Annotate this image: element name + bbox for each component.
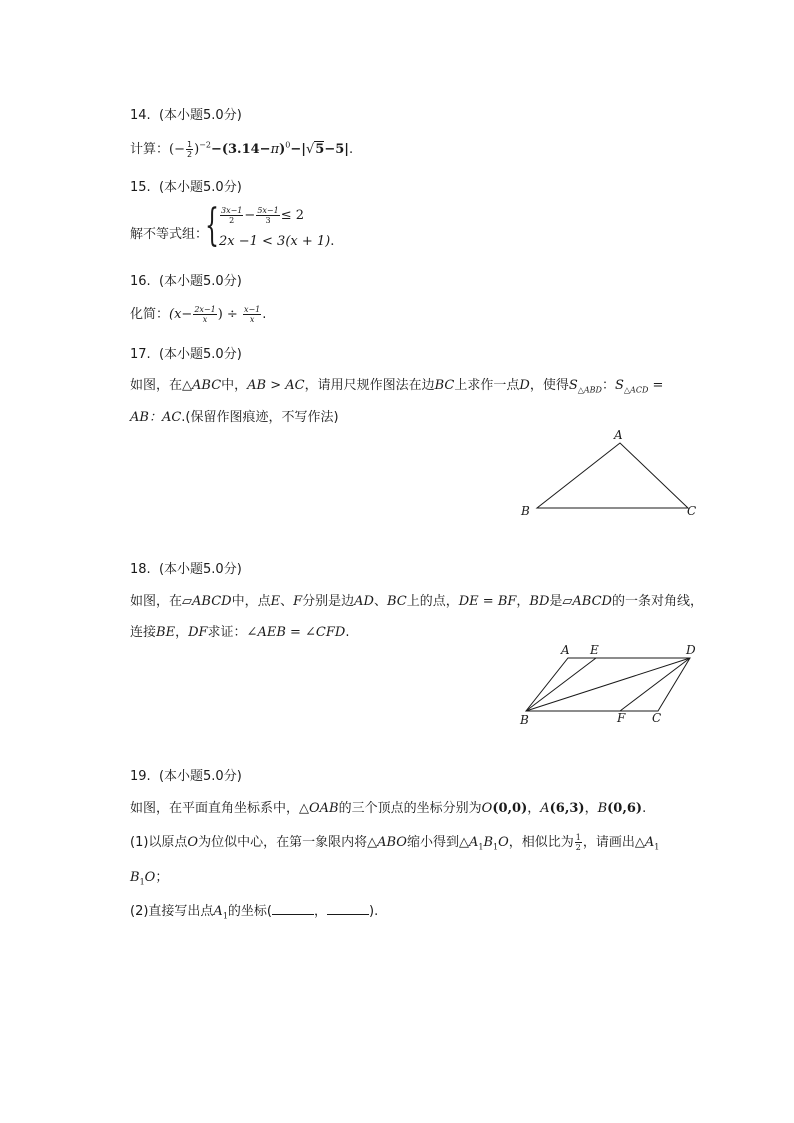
q19-p2c: ， (313, 904, 327, 919)
q14-body (130, 138, 353, 159)
q18-e: E (270, 594, 281, 609)
q18-bc: BC (386, 594, 407, 609)
q17-bc: BC (434, 378, 455, 393)
q19-p2b: 的坐标( (227, 904, 272, 919)
q16-frac1 (193, 305, 216, 324)
segment-bd (526, 658, 690, 711)
q19-p2a: (2)直接写出点 (130, 904, 214, 919)
q19-o-coord: (0,0) (492, 801, 528, 816)
q17-eq: = (648, 378, 664, 393)
q14-end: . (349, 142, 354, 157)
q18-t6: 上的点， (406, 594, 459, 609)
q14-term3-tail: −5| (324, 142, 350, 157)
q17-line2-text: .(保留作图痕迹，不写作法) (181, 410, 339, 425)
q18-df: DF (188, 625, 208, 640)
q19-p2pt: A (213, 904, 223, 919)
triangle-icon: △ (182, 378, 193, 393)
q19-p2pt-sub: 1 (222, 911, 228, 921)
q16-f1-den: x (202, 315, 208, 324)
q17-t2: 中， (221, 378, 248, 393)
brace-icon: { (205, 200, 219, 251)
q14-term2-close: ) (279, 142, 286, 157)
q19-p1a: (1)以原点 (130, 835, 188, 850)
q19-ratio (575, 833, 582, 852)
q16-lead: 化简： (130, 307, 170, 322)
q17-header (130, 343, 242, 362)
q18-parallelogram-figure (510, 640, 710, 730)
q19-a-coord: (6,3) (549, 801, 585, 816)
q15-f2-den: 3 (265, 216, 271, 225)
segment-be (526, 658, 596, 711)
label-e: E (590, 643, 599, 657)
q18-l2c: 求证： (207, 625, 247, 640)
q18-line2 (130, 621, 349, 640)
q18-proof: ∠AEB = ∠CFD (246, 625, 346, 640)
triangle-icon: △ (367, 835, 378, 850)
q18-t2: 中，点 (231, 594, 271, 609)
q19-header (130, 765, 242, 784)
q15-le: ≤ 2 (280, 208, 305, 223)
q16-f1-num: 2x−1 (194, 305, 216, 314)
q19-ratio-num: 1 (575, 833, 581, 842)
q15-line2 (219, 234, 334, 249)
q14-frac-num: 1 (187, 140, 193, 149)
q19-p1o: O (187, 835, 199, 850)
q19-p1b: 为位似中心，在第一象限内将 (198, 835, 368, 850)
q19-p1b1: B (483, 835, 494, 850)
parallelogram-icon: ▱ (182, 594, 193, 609)
q19-line1 (130, 797, 646, 816)
q19-p1e: ，请画出 (582, 835, 635, 850)
q18-t8: 是 (549, 594, 563, 609)
q14-exp: −2 (199, 140, 211, 150)
q19-p1a1: A (468, 835, 479, 850)
question-number: 16. (130, 274, 151, 289)
q19-sep1: ， (527, 801, 541, 816)
question-number: 15. (130, 180, 151, 195)
q15-line1 (219, 206, 304, 225)
q16-frac2 (243, 305, 261, 324)
triangle-icon: △ (299, 801, 310, 816)
question-number: 14. (130, 108, 151, 123)
q18-t1: 如图，在 (130, 594, 183, 609)
q18-t9: 的一条对角线， (611, 594, 703, 609)
q14-frac-den: 2 (187, 150, 193, 159)
q17-triangle-figure (510, 425, 710, 520)
q17-s1-sub: △ABD (577, 385, 602, 395)
label-a: A (614, 428, 623, 442)
score-tag: (本小题5.0分) (158, 180, 242, 195)
q15-lead: 解不等式组： (130, 227, 209, 242)
q18-ad: AD (354, 594, 374, 609)
q17-t3: ，请用尺规作图法在边 (304, 378, 435, 393)
q15-dash: − (244, 208, 256, 223)
q17-t1: 如图，在 (130, 378, 183, 393)
q19-p1line2-b: B (130, 870, 140, 885)
q17-line1 (130, 374, 663, 393)
q16-f2-den: x (249, 315, 255, 324)
q15-line2-text: 2x −1 < 3(x + 1) (219, 234, 331, 249)
q14-fraction (186, 140, 193, 159)
q18-l2a: 连接 (130, 625, 157, 640)
q18-t5: 、 (373, 594, 387, 609)
q19-p1b1-sub: 1 (493, 842, 499, 852)
q18-cond: DE = BF (458, 594, 517, 609)
q18-line1 (130, 590, 703, 609)
q16-body (130, 303, 266, 324)
label-a: A (561, 643, 570, 657)
q14-pi: π (270, 142, 280, 157)
q17-line2-math: AB：AC (130, 410, 182, 425)
q15-frac1 (220, 206, 243, 225)
q18-l2b: ， (175, 625, 189, 640)
q18-be: BE (156, 625, 176, 640)
sqrt-icon: √ (306, 142, 315, 157)
triangle-icon: △ (458, 835, 469, 850)
label-c: C (652, 711, 662, 725)
q15-f1-num: 3x−1 (221, 206, 243, 215)
q19-part1-line2 (130, 866, 168, 885)
q16-open: (x− (169, 307, 193, 322)
q19-sep2: ， (584, 801, 598, 816)
q14-radicand: 5 (315, 142, 325, 157)
q16-close: ) ÷ (217, 307, 242, 322)
q19-part1-line1 (130, 831, 659, 852)
q17-s2-sub: △ACD (623, 385, 649, 395)
triangle-abc (537, 443, 688, 508)
q17-s2: S (615, 378, 624, 393)
q19-p1line2-o: O (144, 870, 156, 885)
label-f: F (617, 711, 626, 725)
q17-colon: ： (601, 378, 615, 393)
score-tag: (本小题5.0分) (158, 274, 242, 289)
q18-bd: BD (529, 594, 550, 609)
q16-end: . (262, 307, 267, 322)
q14-open: ( (169, 142, 175, 157)
label-b: B (521, 504, 530, 518)
q18-t7: ， (516, 594, 530, 609)
label-c: C (687, 504, 697, 518)
q19-b: B (597, 801, 608, 816)
q19-ratio-den: 2 (575, 843, 581, 852)
q15-header (130, 176, 242, 195)
q16-header (130, 270, 242, 289)
question-number: 19. (130, 769, 151, 784)
q19-p1a1-sub: 1 (478, 842, 484, 852)
q15-frac2 (256, 206, 279, 225)
q19-p1abo: ABO (377, 835, 407, 850)
q19-p1d: ，相似比为 (508, 835, 574, 850)
q19-a: A (540, 801, 550, 816)
q14-minus: − (174, 142, 185, 157)
q19-p1a1b: A (644, 835, 655, 850)
q19-p1line2-b-sub: 1 (139, 877, 145, 887)
q19-p1o2: O (498, 835, 509, 850)
q18-abcd: ABCD (192, 594, 232, 609)
question-number: 17. (130, 347, 151, 362)
answer-blank-x[interactable] (272, 902, 314, 915)
score-tag: (本小题5.0分) (158, 769, 242, 784)
parallelogram-icon: ▱ (562, 594, 573, 609)
q14-close: ) (194, 142, 200, 157)
q17-abc: ABC (192, 378, 222, 393)
label-b: B (520, 713, 529, 727)
q14-term2: −(3.14− (210, 142, 271, 157)
q19-p1line2-end: ； (155, 870, 169, 885)
q19-o: O (481, 801, 493, 816)
q14-exp0: 0 (285, 140, 291, 150)
q18-t3: 、 (280, 594, 294, 609)
q17-t4: 上求作一点 (454, 378, 520, 393)
q15-f2-num: 5x−1 (257, 206, 279, 215)
q15-end: . (330, 234, 335, 249)
q19-t2: 的三个顶点的坐标分别为 (338, 801, 482, 816)
q19-p1c: 缩小得到 (406, 835, 459, 850)
q17-s1: S (568, 378, 578, 393)
answer-blank-y[interactable] (327, 902, 369, 915)
q16-f2-num: x−1 (243, 305, 261, 314)
q14-lead: 计算： (130, 142, 170, 157)
score-tag: (本小题5.0分) (158, 347, 242, 362)
q15-f1-den: 2 (229, 216, 235, 225)
q19-t1: 如图，在平面直角坐标系中， (130, 801, 300, 816)
q19-p1a1b-sub: 1 (654, 842, 660, 852)
q18-t4: 分别是边 (302, 594, 355, 609)
q18-f: F (293, 594, 303, 609)
q14-term3: −| (290, 142, 306, 157)
q19-p2d: ). (369, 904, 379, 919)
q17-d: D (519, 378, 530, 393)
triangle-icon: △ (634, 835, 645, 850)
q19-part2 (130, 900, 378, 919)
q14-header (130, 104, 242, 123)
q17-cond: AB > AC (247, 378, 305, 393)
label-d: D (686, 643, 696, 657)
score-tag: (本小题5.0分) (158, 108, 242, 123)
q17-line2 (130, 406, 339, 425)
q18-l2d: . (345, 625, 350, 640)
q19-b-coord: (0,6) (607, 801, 643, 816)
q19-oab: OAB (309, 801, 339, 816)
q18-abcd2: ABCD (572, 594, 612, 609)
question-number: 18. (130, 562, 151, 577)
q19-end: . (642, 801, 647, 816)
q18-header (130, 558, 242, 577)
segment-df (620, 658, 690, 711)
q17-t5: ，使得 (529, 378, 569, 393)
score-tag: (本小题5.0分) (158, 562, 242, 577)
